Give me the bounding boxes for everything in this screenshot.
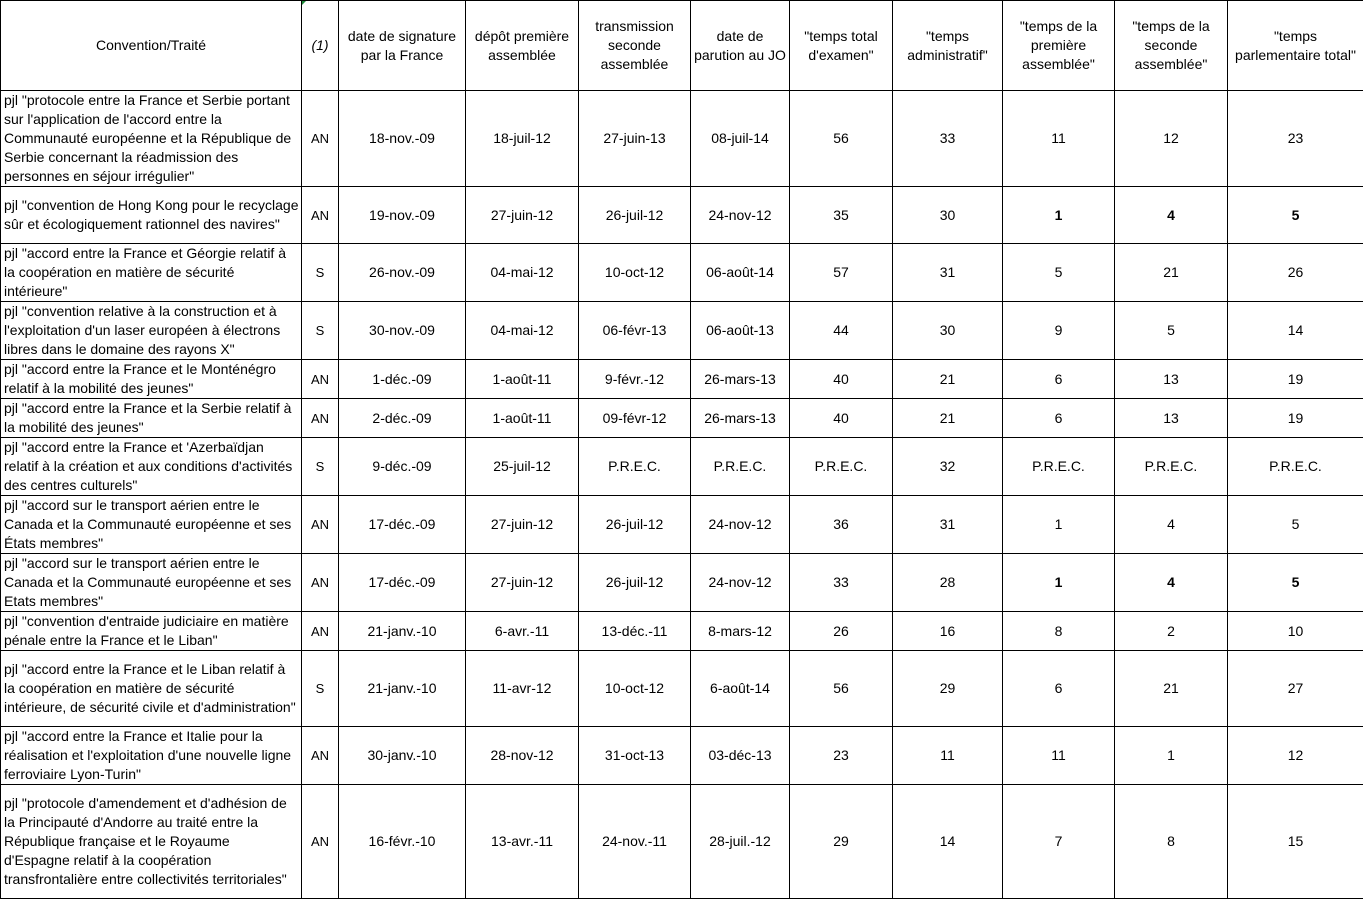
admin-time: 30 xyxy=(893,187,1003,244)
second-assembly-time: 13 xyxy=(1115,399,1228,438)
parliament-time: 5 xyxy=(1228,496,1363,554)
signature-date: 9-déc.-09 xyxy=(339,438,466,496)
signature-date: 16-févr.-10 xyxy=(339,785,466,899)
admin-time: 29 xyxy=(893,651,1003,727)
parliament-time: 19 xyxy=(1228,399,1363,438)
assembly-code: S xyxy=(302,651,339,727)
first-assembly-time: 6 xyxy=(1003,399,1115,438)
total-time: 57 xyxy=(790,244,893,302)
first-assembly-time: P.R.E.C. xyxy=(1003,438,1115,496)
transmission-date: 24-nov.-11 xyxy=(579,785,691,899)
first-assembly-time: 1 xyxy=(1003,496,1115,554)
admin-time: 21 xyxy=(893,360,1003,399)
total-time: 33 xyxy=(790,554,893,612)
total-time: 29 xyxy=(790,785,893,899)
jo-date: 26-mars-13 xyxy=(691,360,790,399)
header-first-assembly-time: "temps de la première assemblée" xyxy=(1003,1,1115,91)
header-first-deposit: dépôt première assemblée xyxy=(466,1,579,91)
admin-time: 31 xyxy=(893,496,1003,554)
signature-date: 1-déc.-09 xyxy=(339,360,466,399)
convention-title: pjl "convention de Hong Kong pour le recyclage sûr et écologiquement rationnel des navires" xyxy=(1,187,302,244)
assembly-code: AN xyxy=(302,91,339,187)
signature-date: 17-déc.-09 xyxy=(339,496,466,554)
first-assembly-time: 1 xyxy=(1003,554,1115,612)
table-row xyxy=(1,302,1363,360)
table-row xyxy=(1,496,1363,554)
jo-date: 26-mars-13 xyxy=(691,399,790,438)
assembly-code: S xyxy=(302,244,339,302)
jo-date: 06-août-14 xyxy=(691,244,790,302)
convention-title: pjl "protocole d'amendement et d'adhésion de la Principauté d'Andorre au traité entre la République française et le Royaume d'Espagne relatif à la coopération transfrontalière entre collectivités territoriales" xyxy=(1,785,302,899)
assembly-code: AN xyxy=(302,554,339,612)
table-row xyxy=(1,612,1363,651)
header-parliament-time: "temps parlementaire total" xyxy=(1228,1,1363,91)
second-assembly-time: 21 xyxy=(1115,651,1228,727)
second-assembly-time: 4 xyxy=(1115,554,1228,612)
header-jo-date: date de parution au JO xyxy=(691,1,790,91)
transmission-date: 10-oct-12 xyxy=(579,244,691,302)
total-time: P.R.E.C. xyxy=(790,438,893,496)
table-row xyxy=(1,554,1363,612)
second-assembly-time: 13 xyxy=(1115,360,1228,399)
parliament-time: 19 xyxy=(1228,360,1363,399)
table-row xyxy=(1,438,1363,496)
transmission-date: 27-juin-13 xyxy=(579,91,691,187)
first-deposit-date: 27-juin-12 xyxy=(466,496,579,554)
first-deposit-date: 1-août-11 xyxy=(466,360,579,399)
convention-title: pjl "accord entre la France et Italie pour la réalisation et l'exploitation d'une nouvelle ligne ferroviaire Lyon-Turin" xyxy=(1,727,302,785)
table-row xyxy=(1,91,1363,187)
second-assembly-time: 5 xyxy=(1115,302,1228,360)
jo-date: 03-déc-13 xyxy=(691,727,790,785)
second-assembly-time: 4 xyxy=(1115,496,1228,554)
table-row xyxy=(1,785,1363,899)
first-deposit-date: 04-mai-12 xyxy=(466,244,579,302)
admin-time: 33 xyxy=(893,91,1003,187)
first-assembly-time: 6 xyxy=(1003,360,1115,399)
first-assembly-time: 11 xyxy=(1003,91,1115,187)
transmission-date: 26-juil-12 xyxy=(579,554,691,612)
parliament-time: 23 xyxy=(1228,91,1363,187)
second-assembly-time: P.R.E.C. xyxy=(1115,438,1228,496)
header-admin-time: "temps administratif" xyxy=(893,1,1003,91)
admin-time: 28 xyxy=(893,554,1003,612)
first-deposit-date: 28-nov-12 xyxy=(466,727,579,785)
header-note: (1) xyxy=(302,1,339,91)
transmission-date: 26-juil-12 xyxy=(579,496,691,554)
first-assembly-time: 1 xyxy=(1003,187,1115,244)
signature-date: 21-janv.-10 xyxy=(339,651,466,727)
first-deposit-date: 27-juin-12 xyxy=(466,187,579,244)
parliament-time: 15 xyxy=(1228,785,1363,899)
total-time: 36 xyxy=(790,496,893,554)
signature-date: 19-nov.-09 xyxy=(339,187,466,244)
first-deposit-date: 1-août-11 xyxy=(466,399,579,438)
parliament-time: 14 xyxy=(1228,302,1363,360)
total-time: 56 xyxy=(790,91,893,187)
first-deposit-date: 25-juil-12 xyxy=(466,438,579,496)
total-time: 44 xyxy=(790,302,893,360)
jo-date: 6-août-14 xyxy=(691,651,790,727)
first-assembly-time: 9 xyxy=(1003,302,1115,360)
transmission-date: 13-déc.-11 xyxy=(579,612,691,651)
first-deposit-date: 11-avr-12 xyxy=(466,651,579,727)
second-assembly-time: 4 xyxy=(1115,187,1228,244)
table-row xyxy=(1,651,1363,727)
first-deposit-date: 18-juil-12 xyxy=(466,91,579,187)
admin-time: 14 xyxy=(893,785,1003,899)
assembly-code: AN xyxy=(302,187,339,244)
assembly-code: AN xyxy=(302,612,339,651)
transmission-date: 9-févr.-12 xyxy=(579,360,691,399)
first-assembly-time: 7 xyxy=(1003,785,1115,899)
transmission-date: P.R.E.C. xyxy=(579,438,691,496)
first-deposit-date: 13-avr.-11 xyxy=(466,785,579,899)
header-total-time: "temps total d'examen" xyxy=(790,1,893,91)
signature-date: 21-janv.-10 xyxy=(339,612,466,651)
convention-title: pjl "accord entre la France et la Serbie relatif à la mobilité des jeunes" xyxy=(1,399,302,438)
first-assembly-time: 5 xyxy=(1003,244,1115,302)
total-time: 23 xyxy=(790,727,893,785)
jo-date: 8-mars-12 xyxy=(691,612,790,651)
second-assembly-time: 21 xyxy=(1115,244,1228,302)
table-row xyxy=(1,187,1363,244)
assembly-code: AN xyxy=(302,399,339,438)
admin-time: 31 xyxy=(893,244,1003,302)
transmission-date: 31-oct-13 xyxy=(579,727,691,785)
jo-date: 28-juil.-12 xyxy=(691,785,790,899)
second-assembly-time: 1 xyxy=(1115,727,1228,785)
jo-date: 08-juil-14 xyxy=(691,91,790,187)
convention-title: pjl "accord entre la France et 'Azerbaïdjan relatif à la création et aux conditions d'activités des centres culturels" xyxy=(1,438,302,496)
assembly-code: AN xyxy=(302,727,339,785)
signature-date: 2-déc.-09 xyxy=(339,399,466,438)
total-time: 35 xyxy=(790,187,893,244)
signature-date: 26-nov.-09 xyxy=(339,244,466,302)
second-assembly-time: 2 xyxy=(1115,612,1228,651)
parliament-time: 5 xyxy=(1228,554,1363,612)
assembly-code: AN xyxy=(302,496,339,554)
second-assembly-time: 8 xyxy=(1115,785,1228,899)
jo-date: 24-nov-12 xyxy=(691,187,790,244)
transmission-date: 26-juil-12 xyxy=(579,187,691,244)
admin-time: 21 xyxy=(893,399,1003,438)
transmission-date: 10-oct-12 xyxy=(579,651,691,727)
convention-title: pjl "convention d'entraide judiciaire en matière pénale entre la France et le Liban" xyxy=(1,612,302,651)
parliament-time: 27 xyxy=(1228,651,1363,727)
assembly-code: S xyxy=(302,438,339,496)
header-transmission: transmission seconde assemblée xyxy=(579,1,691,91)
convention-title: pjl "accord sur le transport aérien entre le Canada et la Communauté européenne et ses États membres" xyxy=(1,496,302,554)
jo-date: 24-nov-12 xyxy=(691,554,790,612)
table-row xyxy=(1,244,1363,302)
convention-title: pjl "accord sur le transport aérien entre le Canada et la Communauté européenne et ses Etats membres" xyxy=(1,554,302,612)
total-time: 40 xyxy=(790,399,893,438)
header-second-assembly-time: "temps de la seconde assemblée" xyxy=(1115,1,1228,91)
convention-title: pjl "convention relative à la construction et à l'exploitation d'un laser européen à électrons libres dans le domaine des rayons X" xyxy=(1,302,302,360)
first-assembly-time: 11 xyxy=(1003,727,1115,785)
first-deposit-date: 27-juin-12 xyxy=(466,554,579,612)
total-time: 26 xyxy=(790,612,893,651)
table-row xyxy=(1,360,1363,399)
first-assembly-time: 8 xyxy=(1003,612,1115,651)
total-time: 56 xyxy=(790,651,893,727)
parliament-time: 12 xyxy=(1228,727,1363,785)
admin-time: 30 xyxy=(893,302,1003,360)
admin-time: 16 xyxy=(893,612,1003,651)
jo-date: 24-nov-12 xyxy=(691,496,790,554)
second-assembly-time: 12 xyxy=(1115,91,1228,187)
assembly-code: AN xyxy=(302,785,339,899)
convention-title: pjl "accord entre la France et le Monténégro relatif à la mobilité des jeunes" xyxy=(1,360,302,399)
first-assembly-time: 6 xyxy=(1003,651,1115,727)
first-deposit-date: 6-avr.-11 xyxy=(466,612,579,651)
signature-date: 17-déc.-09 xyxy=(339,554,466,612)
parliament-time: 5 xyxy=(1228,187,1363,244)
assembly-code: S xyxy=(302,302,339,360)
transmission-date: 09-févr-12 xyxy=(579,399,691,438)
jo-date: P.R.E.C. xyxy=(691,438,790,496)
jo-date: 06-août-13 xyxy=(691,302,790,360)
convention-title: pjl "accord entre la France et Géorgie relatif à la coopération en matière de sécurité intérieure" xyxy=(1,244,302,302)
assembly-code: AN xyxy=(302,360,339,399)
admin-time: 11 xyxy=(893,727,1003,785)
header-row xyxy=(1,1,1363,91)
total-time: 40 xyxy=(790,360,893,399)
convention-title: pjl "protocole entre la France et Serbie portant sur l'application de l'accord entre la Communauté européenne et la République de Serbie concernant la réadmission des personnes en séjour irrégulier" xyxy=(1,91,302,187)
signature-date: 30-janv.-10 xyxy=(339,727,466,785)
convention-title: pjl "accord entre la France et le Liban relatif à la coopération en matière de sécurité intérieure, de sécurité civile et d'administration" xyxy=(1,651,302,727)
signature-date: 30-nov.-09 xyxy=(339,302,466,360)
first-deposit-date: 04-mai-12 xyxy=(466,302,579,360)
admin-time: 32 xyxy=(893,438,1003,496)
header-convention: Convention/Traité xyxy=(1,1,302,91)
parliament-time: 26 xyxy=(1228,244,1363,302)
header-signature-date: date de signature par la France xyxy=(339,1,466,91)
table-row xyxy=(1,399,1363,438)
parliament-time: P.R.E.C. xyxy=(1228,438,1363,496)
signature-date: 18-nov.-09 xyxy=(339,91,466,187)
table-row xyxy=(1,727,1363,785)
transmission-date: 06-févr-13 xyxy=(579,302,691,360)
parliament-time: 10 xyxy=(1228,612,1363,651)
